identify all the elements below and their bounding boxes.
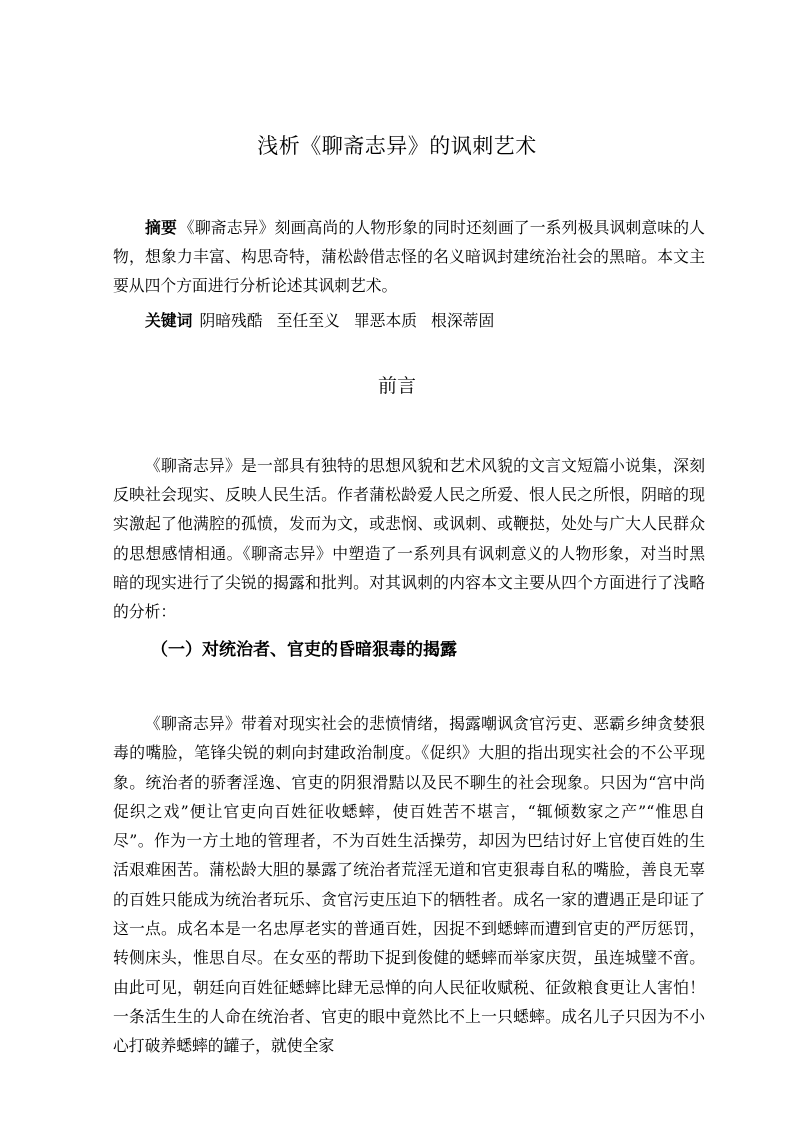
section-title: 前言 — [377, 375, 416, 397]
keyword: 罪恶本质 — [353, 311, 418, 330]
document-title: 浅析《聊斋志异》的讽刺艺术 — [257, 134, 537, 158]
keyword: 阴暗残酷 — [199, 311, 263, 330]
subsection-heading: （一）对统治者、官吏的昏暗狠毒的揭露 — [151, 640, 457, 660]
keywords-line — [145, 306, 705, 335]
body-paragraph: 《聊斋志异》带着对现实社会的悲愤情绪，揭露嘲讽贪官污吏、恶霸乡绅贪婪狠毒的嘴脸，笔锋尖锐的刺向封建政治制度。《促织》大胆的指出现实社会的不公平现象。统治者的骄奢淫逸、官吏的阴狠滑黠以及民不聊生的社会现象。只因为“宫中尚促织之戏”便让官吏向百姓征收蟋蟀，使百姓苦不堪言，“辄倾数家之产”“惟思自尽”。作为一方土地的管理者，不为百姓生活操劳，却因为巴结讨好上官使百姓的生活艰难困苦。蒲松龄大胆的暴露了统治者荒淫无道和官吏狠毒自私的嘴脸，善良无辜的百姓只能成为统治者玩乐、贪官污吏压迫下的牺牲者。成名一家的遭遇正是印证了这一点。成名本是一名忠厚老实的普通百姓，因捉不到蟋蟀而遭到官吏的严厉惩罚，转侧床头，惟思自尽。在女巫的帮助下捉到俊健的蟋蟀而举家庆贺，虽连城璧不啻。由此可见，朝廷向百姓征蟋蟀比肆无忌惮的向人民征收赋税、征敛粮食更让人害怕！一条活生生的人命在统治者、官吏的眼中竟然比不上一只蟋蟀。成名儿子只因为不小心打破养蟋蟀的罐子，就使全家 — [113, 714, 705, 1056]
keyword: 根深蒂固 — [431, 311, 495, 330]
keyword: 至任至义 — [276, 311, 340, 330]
preface-paragraph: 《聊斋志异》是一部具有独特的思想风貌和艺术风貌的文言文短篇小说集，深刻反映社会现实、反映人民生活。作者蒲松龄爱人民之所爱、恨人民之所恨，阴暗的现实激起了他满腔的孤愤，发而为文，或悲悯、或讽刺、或鞭挞，处处与广大人民群众的思想感情相通。《聊斋志异》中塑造了一系列具有讽刺意义的人物形象，对当时黑暗的现实进行了尖锐的揭露和批判。对其讽刺的内容本文主要从四个方面进行了浅略的分析： — [113, 456, 705, 622]
abstract-text: 《聊斋志异》刻画高尚的人物形象的同时还刻画了一系列极具讽刺意味的人物，想象力丰富、构思奇特，蒲松龄借志怪的名义暗讽封建统治社会的黑暗。本文主要从四个方面进行分析论述其讽刺艺术。 — [113, 218, 705, 295]
keywords-label: 关键词 — [145, 311, 193, 330]
abstract-label: 摘要 — [145, 218, 177, 237]
abstract-paragraph — [113, 213, 705, 300]
